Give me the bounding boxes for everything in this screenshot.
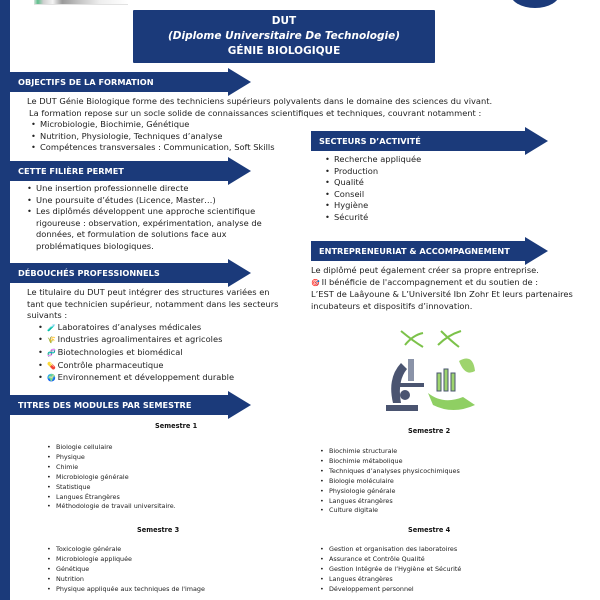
list-item: • Langues Étrangères [47,493,287,503]
test-tube-icon: 🧪 [47,323,56,332]
list-item: • Gestion Intégrée de l’Hygiène et Sécurité [320,565,590,575]
list-item: • Techniques d’analyses physicochimiques [320,467,590,477]
entrepreneuriat-line2: Il bénéficie de l'accompagnement et du soutien de : [321,276,539,287]
list-item: • Recherche appliquée [325,154,585,166]
filiere-list [27,183,287,253]
semester-1-title: Semestre 1 [155,422,198,430]
microscope-icon [386,359,424,411]
list-item: • Génétique [47,565,297,575]
list-item-label: Laboratoires d’analyses médicales [57,321,202,332]
globe-icon: 🌍 [47,374,56,383]
semester-4-title: Semestre 4 [408,526,451,534]
objectifs-para1: Le DUT Génie Biologique forme des techniciens supérieurs polyvalents dans le domaine des sciences du vivant. [27,96,493,106]
list-item: • Nutrition, Physiologie, Techniques d’analyse [31,131,597,143]
wheat-icon: 🌾 [47,336,56,345]
list-item: • Les diplômés développent une approche scientifique rigoureuse : observation, expérimentation, analyse de données, et formulation de solutions face aux problématiques biologiques. [27,206,287,252]
list-item: • Microbiologie générale [47,473,287,483]
list-item-label: Contrôle pharmaceutique [57,359,164,370]
dna-icon [401,331,461,347]
list-item: • Biochimie métabolique [320,457,590,467]
list-item: • Une insertion professionnelle directe [27,183,287,195]
list-item: • Biologie cellulaire [47,443,287,453]
section-title: CETTE FILIÈRE PERMET [10,161,228,181]
arrow-head-icon [228,259,251,287]
list-item [38,372,289,385]
school-logo-banner [34,0,128,5]
hand-icon [428,393,475,410]
semester-2-list [320,447,590,516]
arrow-head-icon [228,68,251,96]
semester-3-list [47,545,297,595]
section-title: DÉBOUCHÉS PROFESSIONNELS [10,263,228,283]
target-icon: 🎯 [311,278,320,287]
list-item: • Production [325,166,585,178]
list-item-label: Environnement et développement durable [57,372,235,383]
leaf-icon [459,359,475,373]
debouches-intro: Le titulaire du DUT peut intégrer des structures variées en tant que technicien supérieur, notamment dans les secteurs suivants : [27,287,279,321]
entrepreneuriat-line3: L’EST de Laâyoune & L’Université Ibn Zohr Et leurs partenaires incubateurs et dispositifs d’innovation. [311,289,573,311]
list-item: • Microbiologie appliquée [47,555,297,565]
list-item: • Microbiologie, Biochimie, Génétique [31,119,597,131]
dna-icon: 🧬 [47,348,56,357]
arrow-head-icon [525,237,548,265]
list-item: • Hygiène [325,200,585,212]
list-item: • Méthodologie de travail universitaire. [47,502,287,512]
list-item: • Biochimie structurale [320,447,590,457]
semester-4-list [320,545,590,595]
list-item: • Conseil [325,189,585,201]
list-item-label: Industries agroalimentaires et agricoles [57,334,223,345]
list-item: • Biologie moléculaire [320,477,590,487]
list-item [38,360,289,373]
list-item: • Langues étrangères [320,575,590,585]
semester-1-list [47,443,287,512]
list-item: • Développement personnel [320,585,590,595]
entrepreneuriat-content [311,265,596,312]
list-item: • Nutrition [47,575,297,585]
section-title: SECTEURS D’ACTIVITÉ [311,131,525,151]
secteurs-list [325,154,585,224]
list-item: • Sécurité [325,212,585,224]
list-item-label: Biotechnologies et biomédical [57,346,183,357]
semester-3-title: Semestre 3 [137,526,180,534]
list-item: • Langues étrangères [320,497,590,507]
list-item: • Toxicologie générale [47,545,297,555]
list-item: • Assurance et Contrôle Qualité [320,555,590,565]
entrepreneuriat-line1: Le diplômé peut également créer sa propre entreprise. [311,265,539,275]
title-diploma-full: (Diplome Universitaire De Technologie) [167,30,401,42]
test-tubes-icon [437,369,455,391]
list-item: • Physique appliquée aux techniques de l'image [47,585,297,595]
list-item: • Statistique [47,483,287,493]
pill-icon: 💊 [47,361,56,370]
list-item: • Gestion et organisation des laboratoires [320,545,590,555]
section-title: ENTREPRENEURIAT & ACCOMPAGNEMENT [311,241,525,261]
university-logo [510,0,560,8]
list-item: • Physique [47,453,287,463]
list-item: • Physiologie générale [320,487,590,497]
section-title: OBJECTIFS DE LA FORMATION [10,72,228,92]
debouches-content [27,287,289,385]
arrow-head-icon [228,157,251,185]
left-border-bar [0,0,10,600]
list-item: • Qualité [325,177,585,189]
arrow-head-icon [525,127,548,155]
list-item: • Culture digitale [320,506,590,516]
objectifs-para2: La formation repose sur un socle solide de connaissances scientifiques et techniques, couvrant notamment : [29,107,482,118]
semester-2-title: Semestre 2 [408,427,451,435]
biology-lab-illustration [383,323,483,415]
list-item: • Chimie [47,463,287,473]
list-item [38,347,289,360]
list-item: • Une poursuite d’études (Licence, Master…) [27,195,287,207]
program-title-box [133,10,435,63]
arrow-head-icon [228,391,251,419]
list-item [38,322,289,335]
section-title: TITRES DES MODULES PAR SEMESTRE [10,395,228,415]
title-dut: DUT [271,15,297,27]
list-item [38,334,289,347]
title-specialty: GÉNIE BIOLOGIQUE [227,45,341,57]
list-item: • Compétences transversales : Communication, Soft Skills [31,142,597,154]
